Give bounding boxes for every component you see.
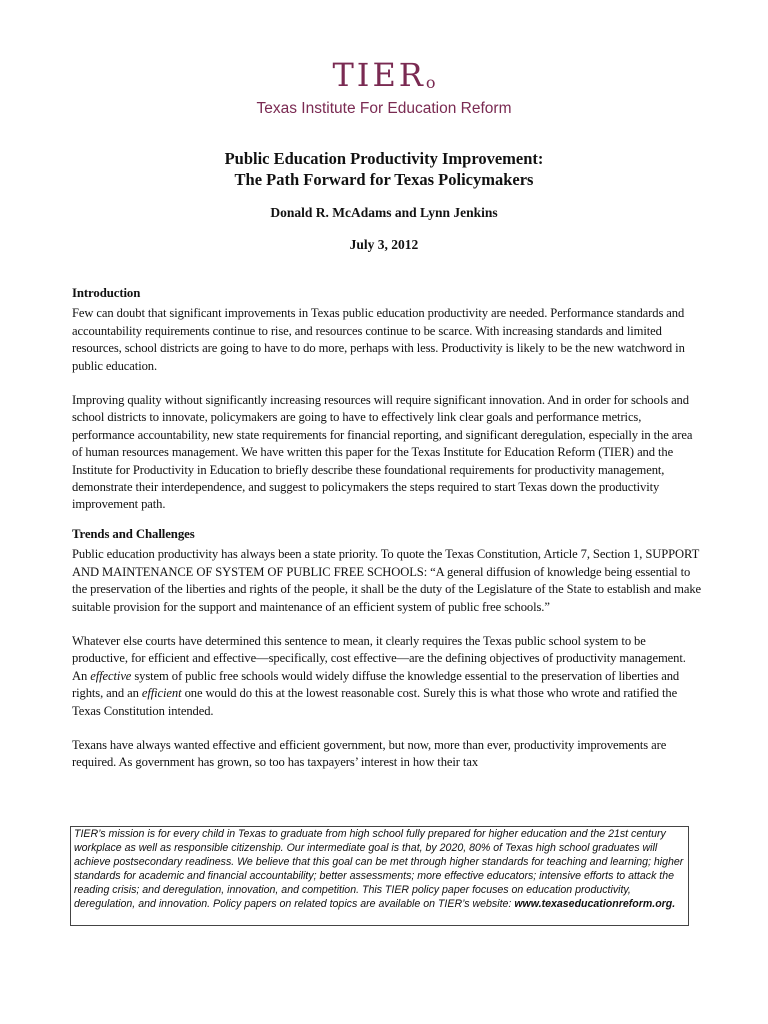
website-link[interactable]: www.texaseducationreform.org.	[514, 898, 676, 911]
trends-p2-part-c: one would do this at the lowest reasonable cost. Surely this is what those who wrote and ratified the Texas Constitution intended.	[72, 686, 678, 718]
document-title	[0, 148, 768, 190]
trends-p2-part-a: Whatever else courts have determined this sentence to mean, it clearly requires the Texas public school system to be productive, for efficient and effective—specifically, cost effective—are the defining objectives of productivity management. An	[72, 633, 686, 683]
title-line-2: The Path Forward for Texas Policymakers	[234, 170, 534, 189]
trends-paragraph-2	[72, 633, 702, 720]
mission-box	[70, 826, 689, 926]
publication-date: July 3, 2012	[349, 237, 419, 252]
emphasis-effective: effective	[90, 668, 132, 683]
title-line-1: Public Education Productivity Improvement:	[224, 149, 544, 168]
intro-paragraph-1: Few can doubt that significant improvements in Texas public education productivity are needed. Performance standards and accountability requirements continue to rise, and resources continue to be scarce. With increasing standards and limited resources, school districts are going to have to do more, perhaps with less. Productivity is likely to be the new watchword in public education.	[72, 306, 685, 373]
logo-mark-text: TIER	[332, 56, 426, 94]
logo-org-name: Texas Institute For Education Reform	[256, 100, 512, 117]
section-heading-trends: Trends and Challenges	[72, 526, 195, 541]
logo-mark-suffix: o	[425, 73, 436, 92]
mission-text: TIER’s mission is for every child in Texas to graduate from high school fully prepared for higher education and the 21st century workplace as well as responsible citizenship. Our intermediate goal is that, by 2020, 80% of Texas high school graduates will achieve postsecondary readiness. We believe that this goal can be met through higher standards for teaching and learning; higher standards for academic and financial accountability; better assessments; more effective educators; intensive efforts to attack the reading crisis; and deregulation, innovation, and competition. This TIER policy paper focuses on education productivity, deregulation, and innovation. Policy papers on related topics are available on TIER’s website:	[74, 828, 684, 911]
section-heading-introduction: Introduction	[72, 286, 141, 300]
intro-paragraph-2: Improving quality without significantly increasing resources will require significant innovation. And in order for schools and school districts to innovate, policymakers are going to have to effectively link clear goals and performance metrics, performance accountability, new state requirements for financial reporting, and significant deregulation, especially in the area of human resources management. We have written this paper for the Texas Institute for Education Reform (TIER) and the Institute for Productivity in Education to briefly describe these foundational requirements for productivity management, demonstrate their interdependence, and suggest to policymakers the steps required to start Texas down the productivity improvement path.	[72, 393, 693, 512]
trends-p2-part-b: system of public free schools would widely diffuse the knowledge essential to the preservation of liberties and rights, and an	[72, 668, 680, 701]
document-body	[72, 285, 702, 789]
trends-paragraph-3: Texans have always wanted effective and efficient government, but now, more than ever, productivity improvements are required. As government has grown, so too has taxpayers’ interest in how their tax	[72, 737, 667, 770]
emphasis-efficient: efficient	[141, 686, 182, 701]
tier-logo	[0, 58, 768, 118]
logo-mark	[0, 58, 768, 100]
authors: Donald R. McAdams and Lynn Jenkins	[270, 205, 498, 220]
trends-paragraph-1: Public education productivity has always been a state priority. To quote the Texas Constitution, Article 7, Section 1, SUPPORT AND MAINTENANCE OF SYSTEM OF PUBLIC FREE SCHOOLS: “A general diffusion of knowledge being essential to the preservation of the liberties and rights of the people, it shall be the duty of the Legislature of the State to establish and make suitable provision for the support and maintenance of an efficient system of public free schools.”	[72, 547, 702, 614]
